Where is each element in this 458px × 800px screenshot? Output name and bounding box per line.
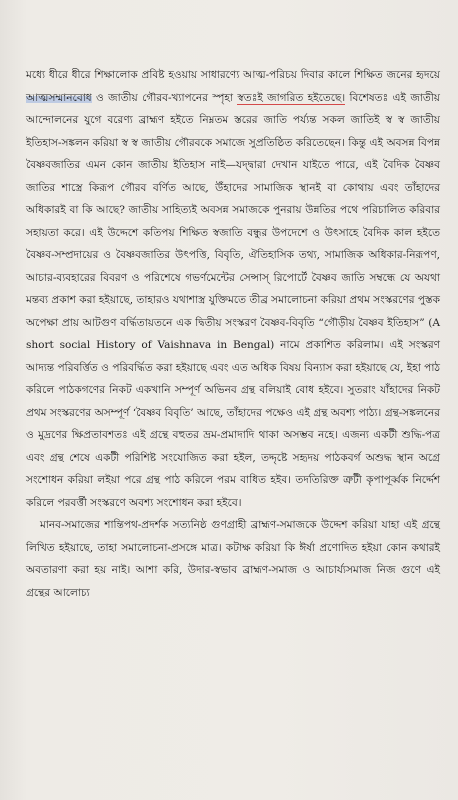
text-segment: ও জাতীয় গৌরব-খ্যাপনের স্পৃহা (91, 91, 238, 104)
highlighted-phrase: আত্মসম্মানবোধ (26, 91, 92, 104)
text-segment: মানব-সমাজের শান্তিপথ-প্রদর্শক সত্যনিষ্ঠ গুণগ্রাহী ব্রাহ্মণ-সমাজকে উদ্দেশ করিয়া যাহা এই গ্রন্থে লিখিত হইয়াছে, তাহা সমালোচনা-প্রসঙ্গে মাত্র। কটাক্ষ করিয়া কি ঈর্ষা প্রণোদিত হইয়া কোন কথারই অবতারণা করা হয় নাই। আশা করি, উদার-স্বভাব ব্রাহ্মণ-সমাজ ও আচার্য্যসমাজ নিজ গুণে এই গ্রন্থের আলোচ্য (26, 519, 440, 599)
body-text (26, 64, 440, 604)
underlined-phrase: স্বতঃই জাগরিত হইতেছে। (237, 91, 346, 104)
paragraph (26, 514, 440, 604)
text-segment: মধ্যে ধীরে ধীরে শিক্ষালোক প্রবিষ্ট হওয়ায় সাধারণ্যে আত্ম-পরিচয় দিবার কালে শিক্ষিত জনের হৃদয়ে (26, 69, 440, 81)
paragraph (26, 64, 440, 514)
text-segment: বিশেষতঃ এই জাতীয় আন্দোলনের যুগে বরেণ্য ব্রাহ্মণ হইতে নিম্নতম স্তরের জাতি পর্য্যন্ত সকল জাতিই স্ব স্ব জাতীয় ইতিহাস-সঙ্কলন করিয়া স্ব স্ব জাতীয় গৌরবকে সমাজে সুপ্রতিষ্ঠিত করিতেছেন। কিন্তু এই অবসন্ন বিপন্ন বৈষ্ণবজাতির এমন কোন জাতীয় ইতিহাস নাই—যদ্দ্বারা দেখান যাইতে পারে, এই বৈদিক বৈষ্ণব জাতির শাস্ত্রে কিরূপ গৌরব বর্ণিত আছে, উঁহাদের সামাজিক স্থানই বা কোথায় এবং তাঁহাদের অধিকারই বা কি আছে? জাতীয় সাহিত্যই অবসন্ন সমাজকে পুনরায় উন্নতির পথে পরিচালিত করিবার সহায়তা করে। এই উদ্দেশে কতিপয় শিক্ষিত স্বজাতি বন্ধুর উপদেশে ও উৎসাহে বৈদিক কাল হইতে বৈষ্ণব-সম্প্রদায়ের ও বৈষ্ণবজাতির উৎপত্তি, বিবৃতি, ঐতিহাসিক তথ্য, সামাজিক অধিকার-নিরূপণ, আচার-ব্যবহারের বিবরণ ও পরিশেষে গভর্ণমেন্টের সেন্সাস্ রিপোর্টে বৈষ্ণব জাতি সম্বন্ধে যে অযথা মন্তব্য প্রকাশ করা হইয়াছে, তাহারও যথাশাস্ত্র যুক্তিমতে তীব্র সমালোচনা করিয়া প্রথম সংস্করণের পুস্তক অপেক্ষা প্রায় আটগুণ বর্দ্ধিতায়তনে এক দ্বিতীয় সংস্করণ বৈষ্ণব-বিবৃতি “গৌড়ীয় বৈষ্ণব ইতিহাস” (A short social History of Vaishnava in Bengal) নামে প্রকাশিত করিলাম। এই সংস্করণ আদ্যন্ত পরিবর্ত্তিত ও পরিবর্দ্ধিত করা হইয়াছে এবং এত অধিক বিষয় বিন্যাস করা হইয়াছে যে, ইহা পাঠ করিলে পাঠকগণের নিকট একখানি সম্পূর্ণ অভিনব গ্রন্থ বলিয়াই বোধ হইবে। সুতরাং যাঁহাদের নিকট প্রথম সংস্করণের অসম্পূর্ণ ‘বৈষ্ণব বিবৃতি’ আছে, তাঁহাদের পক্ষেও এই গ্রন্থ অবশ্য পাঠ্য। গ্রন্থ-সঙ্কলনের ও মুদ্রণের ক্ষিপ্রতাবশতঃ এই গ্রন্থে বহুতর ভ্রম-প্রমাদাদি থাকা অসম্ভব নহে। এজন্য একটী শুদ্ধি-পত্র এবং গ্রন্থ শেষে একটী পরিশিষ্ট সংযোজিত করা হইল, তদ্দৃষ্টে সহৃদয় পাঠকবর্গ অশুদ্ধ স্থান অগ্রে সংশোধন করিয়া লইয়া পরে গ্রন্থ পাঠ করিলে পরম বাধিত হইব। তদতিরিক্ত ত্রুটী কৃপাপূর্ব্বক নির্দ্দেশ করিলে পরবর্ত্তী সংস্করণে অবশ্য সংশোধন করা হইবে। (26, 91, 440, 509)
